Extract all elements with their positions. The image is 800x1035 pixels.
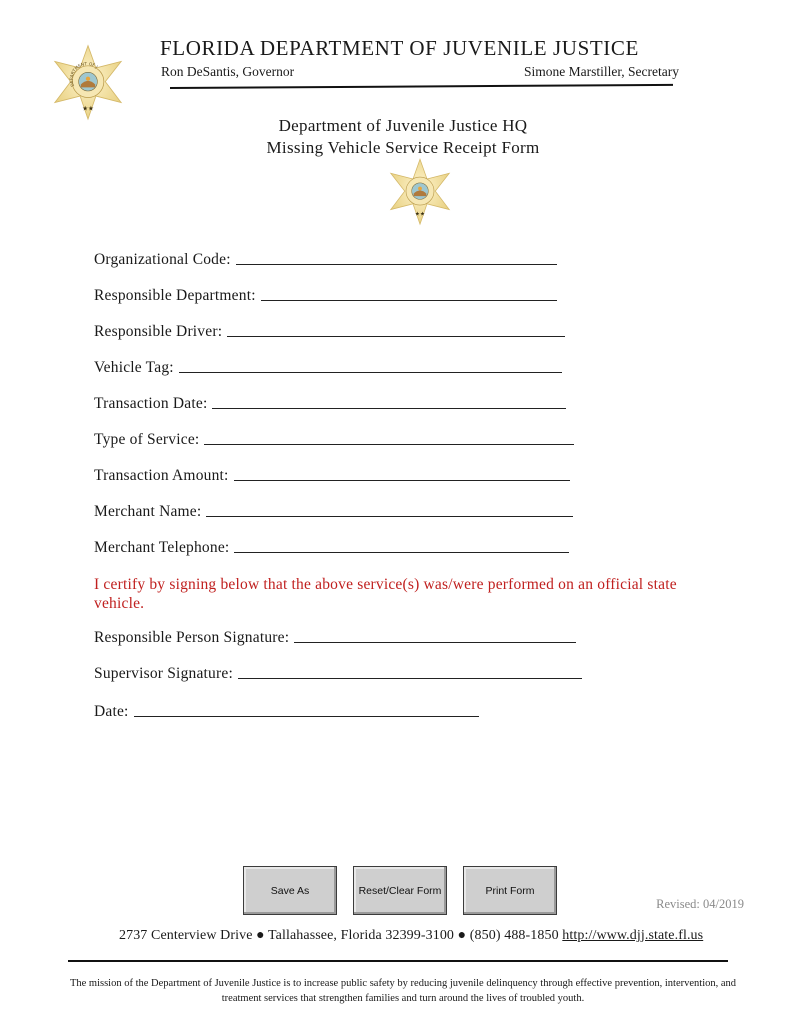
text-input-line[interactable] <box>234 551 569 553</box>
date-input-line[interactable] <box>134 715 479 717</box>
field-merchant-telephone[interactable] <box>94 539 569 557</box>
text-input-line[interactable] <box>227 335 565 337</box>
print-form-button[interactable]: Print Form <box>463 866 557 915</box>
mission-statement: The mission of the Department of Juvenile Justice is to increase public safety by reducing juvenile delinquency through effective prevention, intervention, and treatment services that strengthen families and turn around the lives of troubled youth. <box>69 978 737 1004</box>
field-type-of-service[interactable] <box>94 431 574 449</box>
field-label: Supervisor Signature: <box>94 665 233 682</box>
field-label: Vehicle Tag: <box>94 359 174 376</box>
reset-clear-form-button[interactable]: Reset/Clear Form <box>353 866 447 915</box>
text-input-line[interactable] <box>236 263 557 265</box>
badge-stars-large: ★★ <box>82 105 94 113</box>
field-label: Merchant Telephone: <box>94 539 230 556</box>
text-input-line[interactable] <box>234 479 570 481</box>
field-label: Transaction Amount: <box>94 467 229 484</box>
field-supervisor-signature[interactable] <box>94 665 582 683</box>
signature-input-line[interactable] <box>238 677 582 679</box>
agency-name: FLORIDA DEPARTMENT OF JUVENILE JUSTICE <box>160 36 639 60</box>
footer-divider <box>68 960 728 962</box>
text-input-line[interactable] <box>179 371 562 373</box>
field-label: Transaction Date: <box>94 395 208 412</box>
form-title-line2: Missing Vehicle Service Receipt Form <box>266 138 540 157</box>
field-responsible-driver[interactable] <box>94 323 565 341</box>
form-title-line1: Department of Juvenile Justice HQ <box>278 116 528 135</box>
secretary-name: Simone Marstiller, Secretary <box>523 64 679 79</box>
text-input-line[interactable] <box>206 515 573 517</box>
field-label: Date: <box>94 703 129 720</box>
footer-address <box>119 928 703 944</box>
djj-badge-logo-small <box>386 158 454 228</box>
field-responsible-department[interactable] <box>94 287 557 305</box>
field-label: Responsible Department: <box>94 287 256 304</box>
governor-name: Ron DeSantis, Governor <box>161 64 295 79</box>
field-label: Organizational Code: <box>94 251 231 268</box>
field-vehicle-tag[interactable] <box>94 359 562 377</box>
address-text: 2737 Centerview Drive ● Tallahassee, Florida 32399-3100 ● (850) 488-1850 <box>119 928 559 943</box>
field-label: Merchant Name: <box>94 503 202 520</box>
svg-text:DEPARTMENT OF JUVENILE: DEPARTMENT OF J <box>69 62 99 88</box>
field-merchant-name[interactable] <box>94 503 573 521</box>
badge-stars-small: ★★ <box>414 211 426 218</box>
save-as-button[interactable]: Save As <box>243 866 337 915</box>
field-label: Type of Service: <box>94 431 200 448</box>
signature-input-line[interactable] <box>294 641 576 643</box>
text-input-line[interactable] <box>261 299 557 301</box>
text-input-line[interactable] <box>212 407 566 409</box>
field-transaction-amount[interactable] <box>94 467 570 485</box>
revised-date: Revised: 04/2019 <box>656 897 744 911</box>
field-responsible-person-signature[interactable] <box>94 629 576 647</box>
text-input-line[interactable] <box>204 443 574 445</box>
field-transaction-date[interactable] <box>94 395 566 413</box>
website-link[interactable]: http://www.djj.state.fl.us <box>562 928 704 943</box>
certification-statement: I certify by signing below that the above service(s) was/were performed on an official state vehicle. <box>94 576 677 612</box>
field-label: Responsible Person Signature: <box>94 629 290 646</box>
header-divider <box>170 84 673 89</box>
field-date[interactable] <box>94 703 479 721</box>
field-label: Responsible Driver: <box>94 323 223 340</box>
field-organizational-code[interactable] <box>94 251 557 269</box>
